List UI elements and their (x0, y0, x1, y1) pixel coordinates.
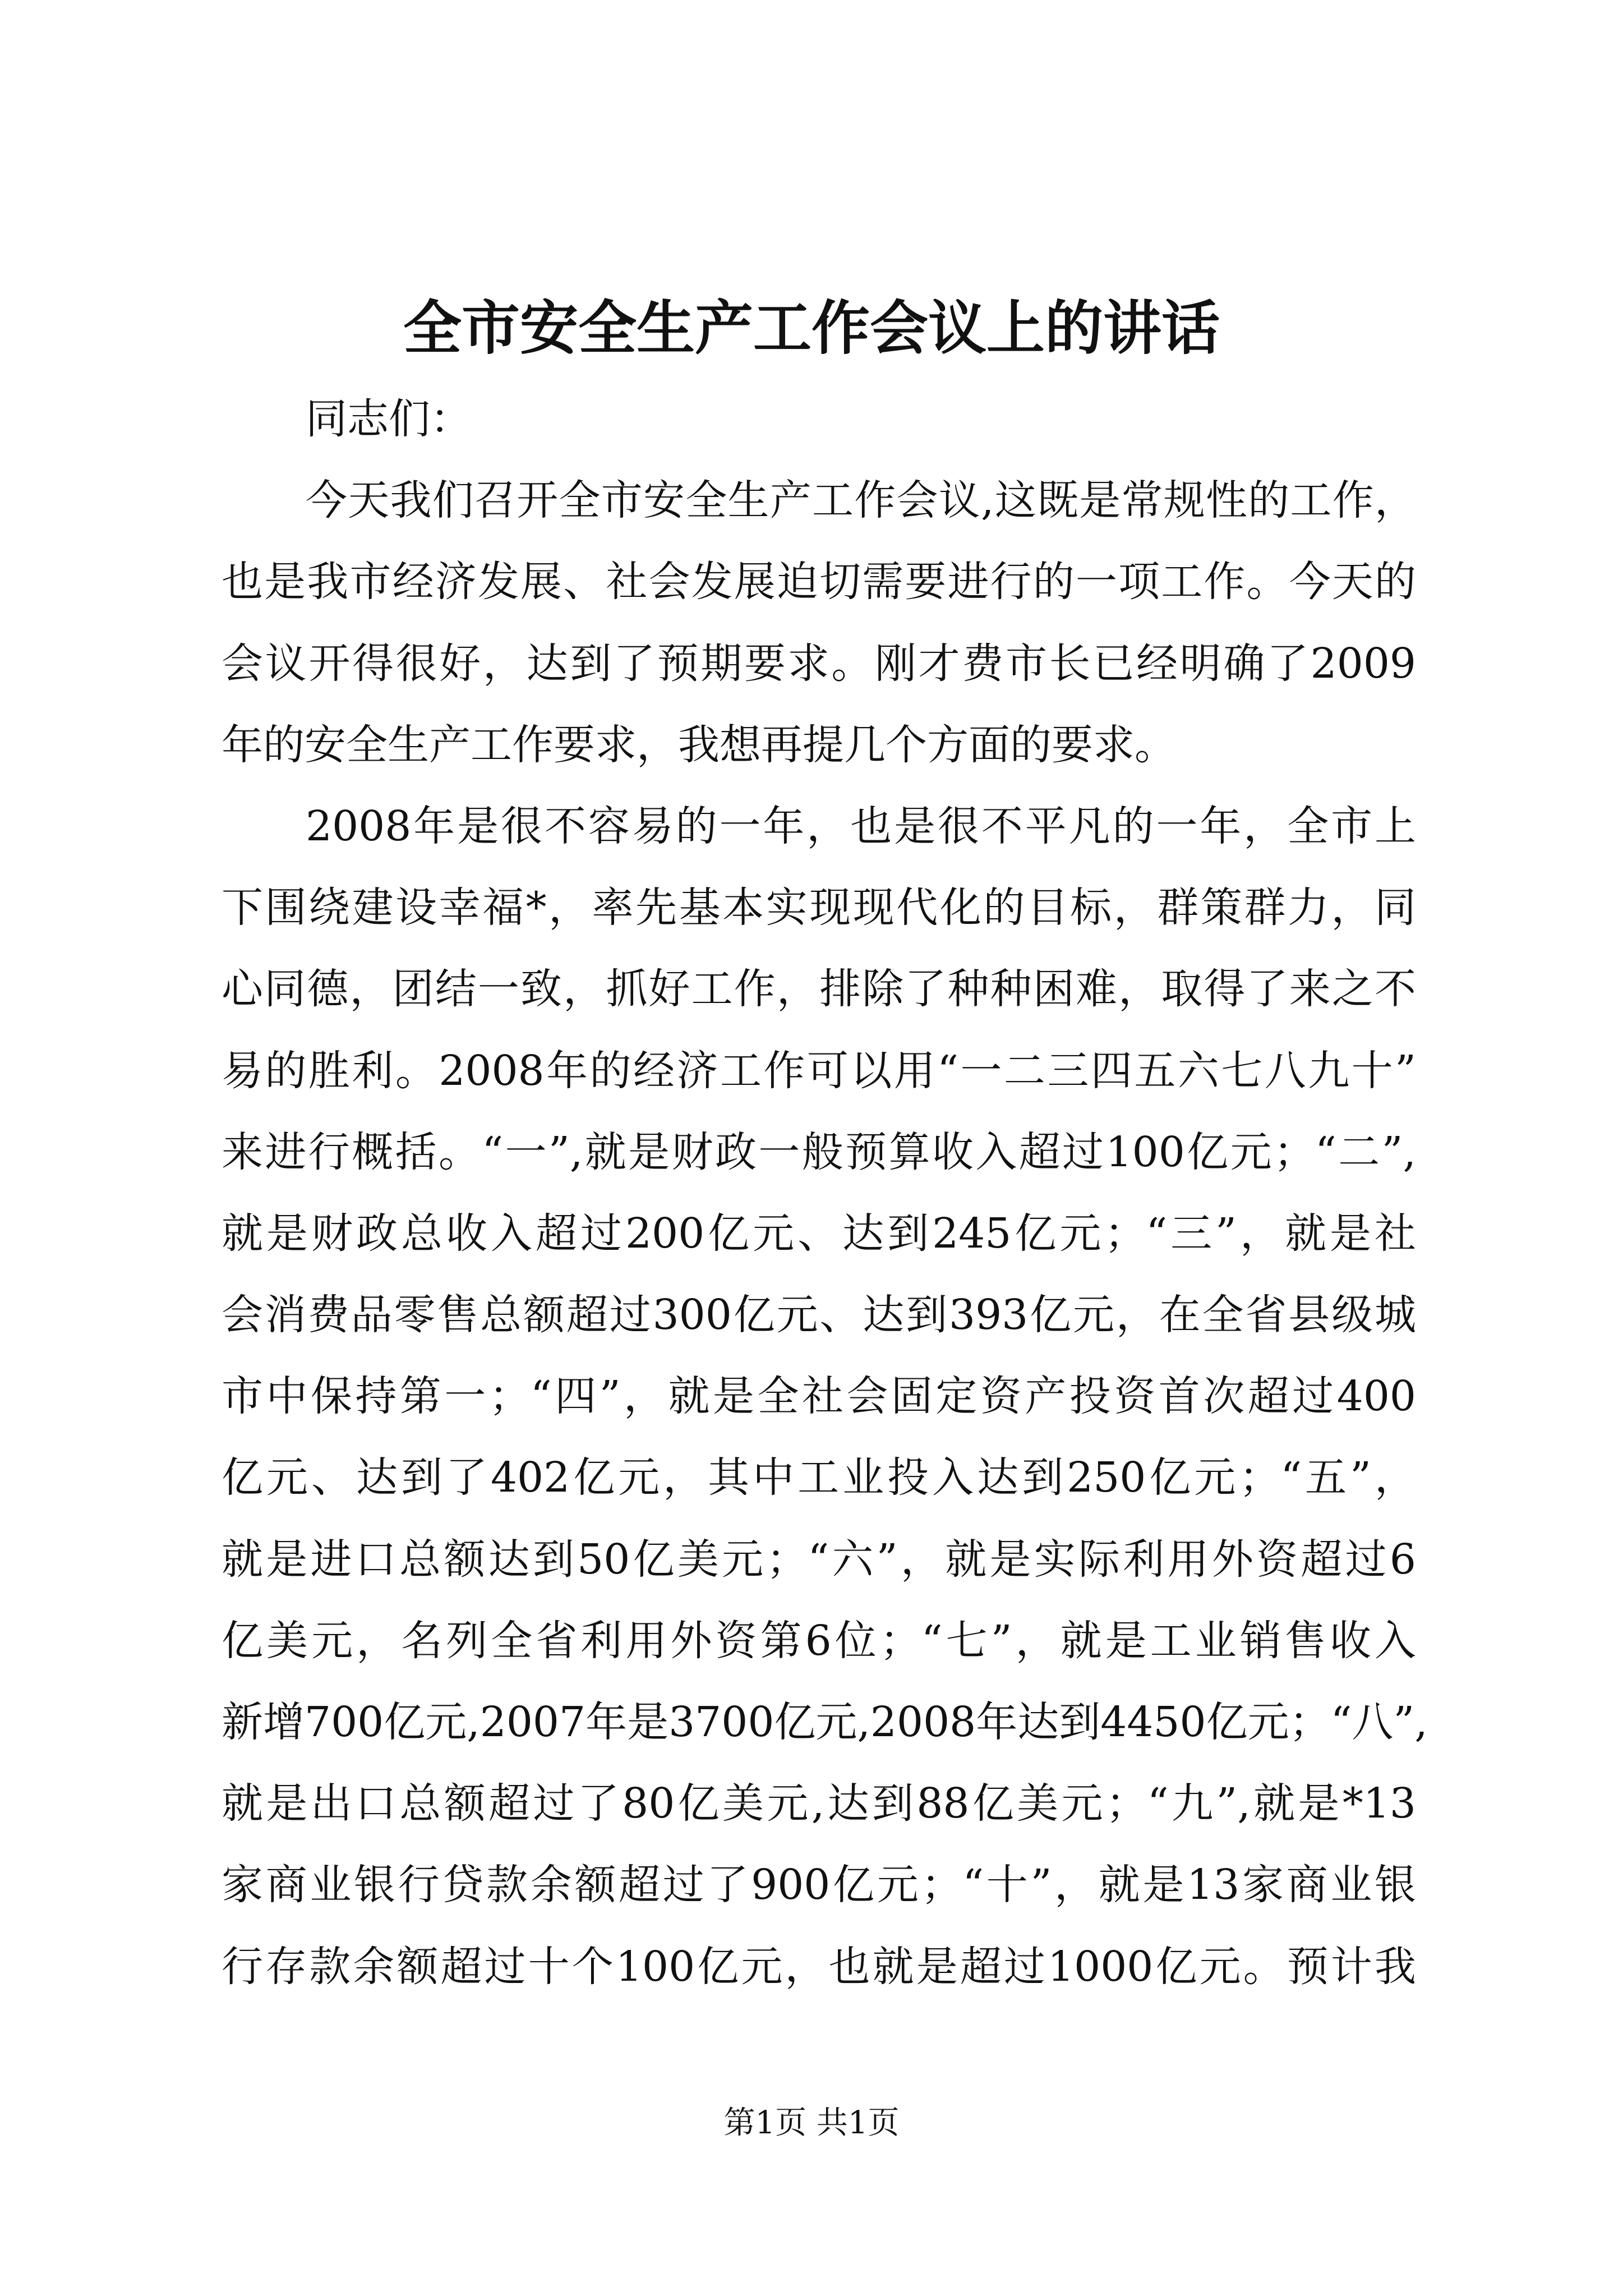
paragraph-line: 易的胜利。2008年的经济工作可以用“一二三四五六七八九十” (222, 1046, 1416, 1095)
paragraph-line: 亿美元，名列全省利用外资第6位；“七”，就是工业销售收入 (222, 1616, 1416, 1665)
paragraph-line: 就是财政总收入超过200亿元、达到245亿元；“三”，就是社 (222, 1209, 1416, 1258)
paragraph-line: 年的安全生产工作要求，我想再提几个方面的要求。 (222, 720, 1176, 769)
paragraph-line: 2008年是很不容易的一年，也是很不平凡的一年，全市上 (306, 802, 1416, 850)
paragraph-line: 家商业银行贷款余额超过了900亿元；“十”，就是13家商业银 (222, 1861, 1416, 1910)
paragraph-line: 会消费品零售总额超过300亿元、达到393亿元，在全省县级城 (222, 1291, 1416, 1340)
paragraph-line: 行存款余额超过十个100亿元，也就是超过1000亿元。预计我 (222, 1942, 1416, 1991)
document-title: 全市安全生产工作会议上的讲话 (403, 293, 1220, 362)
paragraph-line: 就是出口总额超过了80亿美元,达到88亿美元；“九”,就是*13 (222, 1779, 1416, 1828)
paragraph-2 (222, 786, 1428, 2008)
paragraph-line: 亿元、达到了402亿元，其中工业投入达到250亿元；“五”， (222, 1453, 1416, 1502)
paragraph-line: 就是进口总额达到50亿美元；“六”，就是实际利用外资超过6 (222, 1535, 1416, 1584)
paragraph-line: 市中保持第一；“四”，就是全社会固定资产投资首次超过400 (222, 1372, 1416, 1421)
paragraph-line: 会议开得很好，达到了预期要求。刚才费市长已经明确了2009 (222, 639, 1416, 688)
page-footer: 第1页 共1页 (723, 2105, 900, 2141)
paragraph-line: 下围绕建设幸福*，率先基本实现现代化的目标，群策群力，同 (222, 884, 1416, 932)
paragraph-1 (222, 460, 1416, 786)
paragraph-line: 心同德，团结一致，抓好工作，排除了种种困难，取得了来之不 (222, 965, 1416, 1014)
paragraph-line: 也是我市经济发展、社会发展迫切需要进行的一项工作。今天的 (222, 558, 1416, 606)
paragraph-line: 新增700亿元,2007年是3700亿元,2008年达到4450亿元；“八”, (222, 1698, 1428, 1746)
paragraph-line: 来进行概括。“一”,就是财政一般预算收入超过100亿元；“二”, (222, 1128, 1416, 1176)
paragraph-line: 今天我们召开全市安全生产工作会议,这既是常规性的工作， (306, 476, 1416, 525)
salutation: 同志们： (306, 395, 472, 443)
document-body (222, 379, 1428, 2008)
